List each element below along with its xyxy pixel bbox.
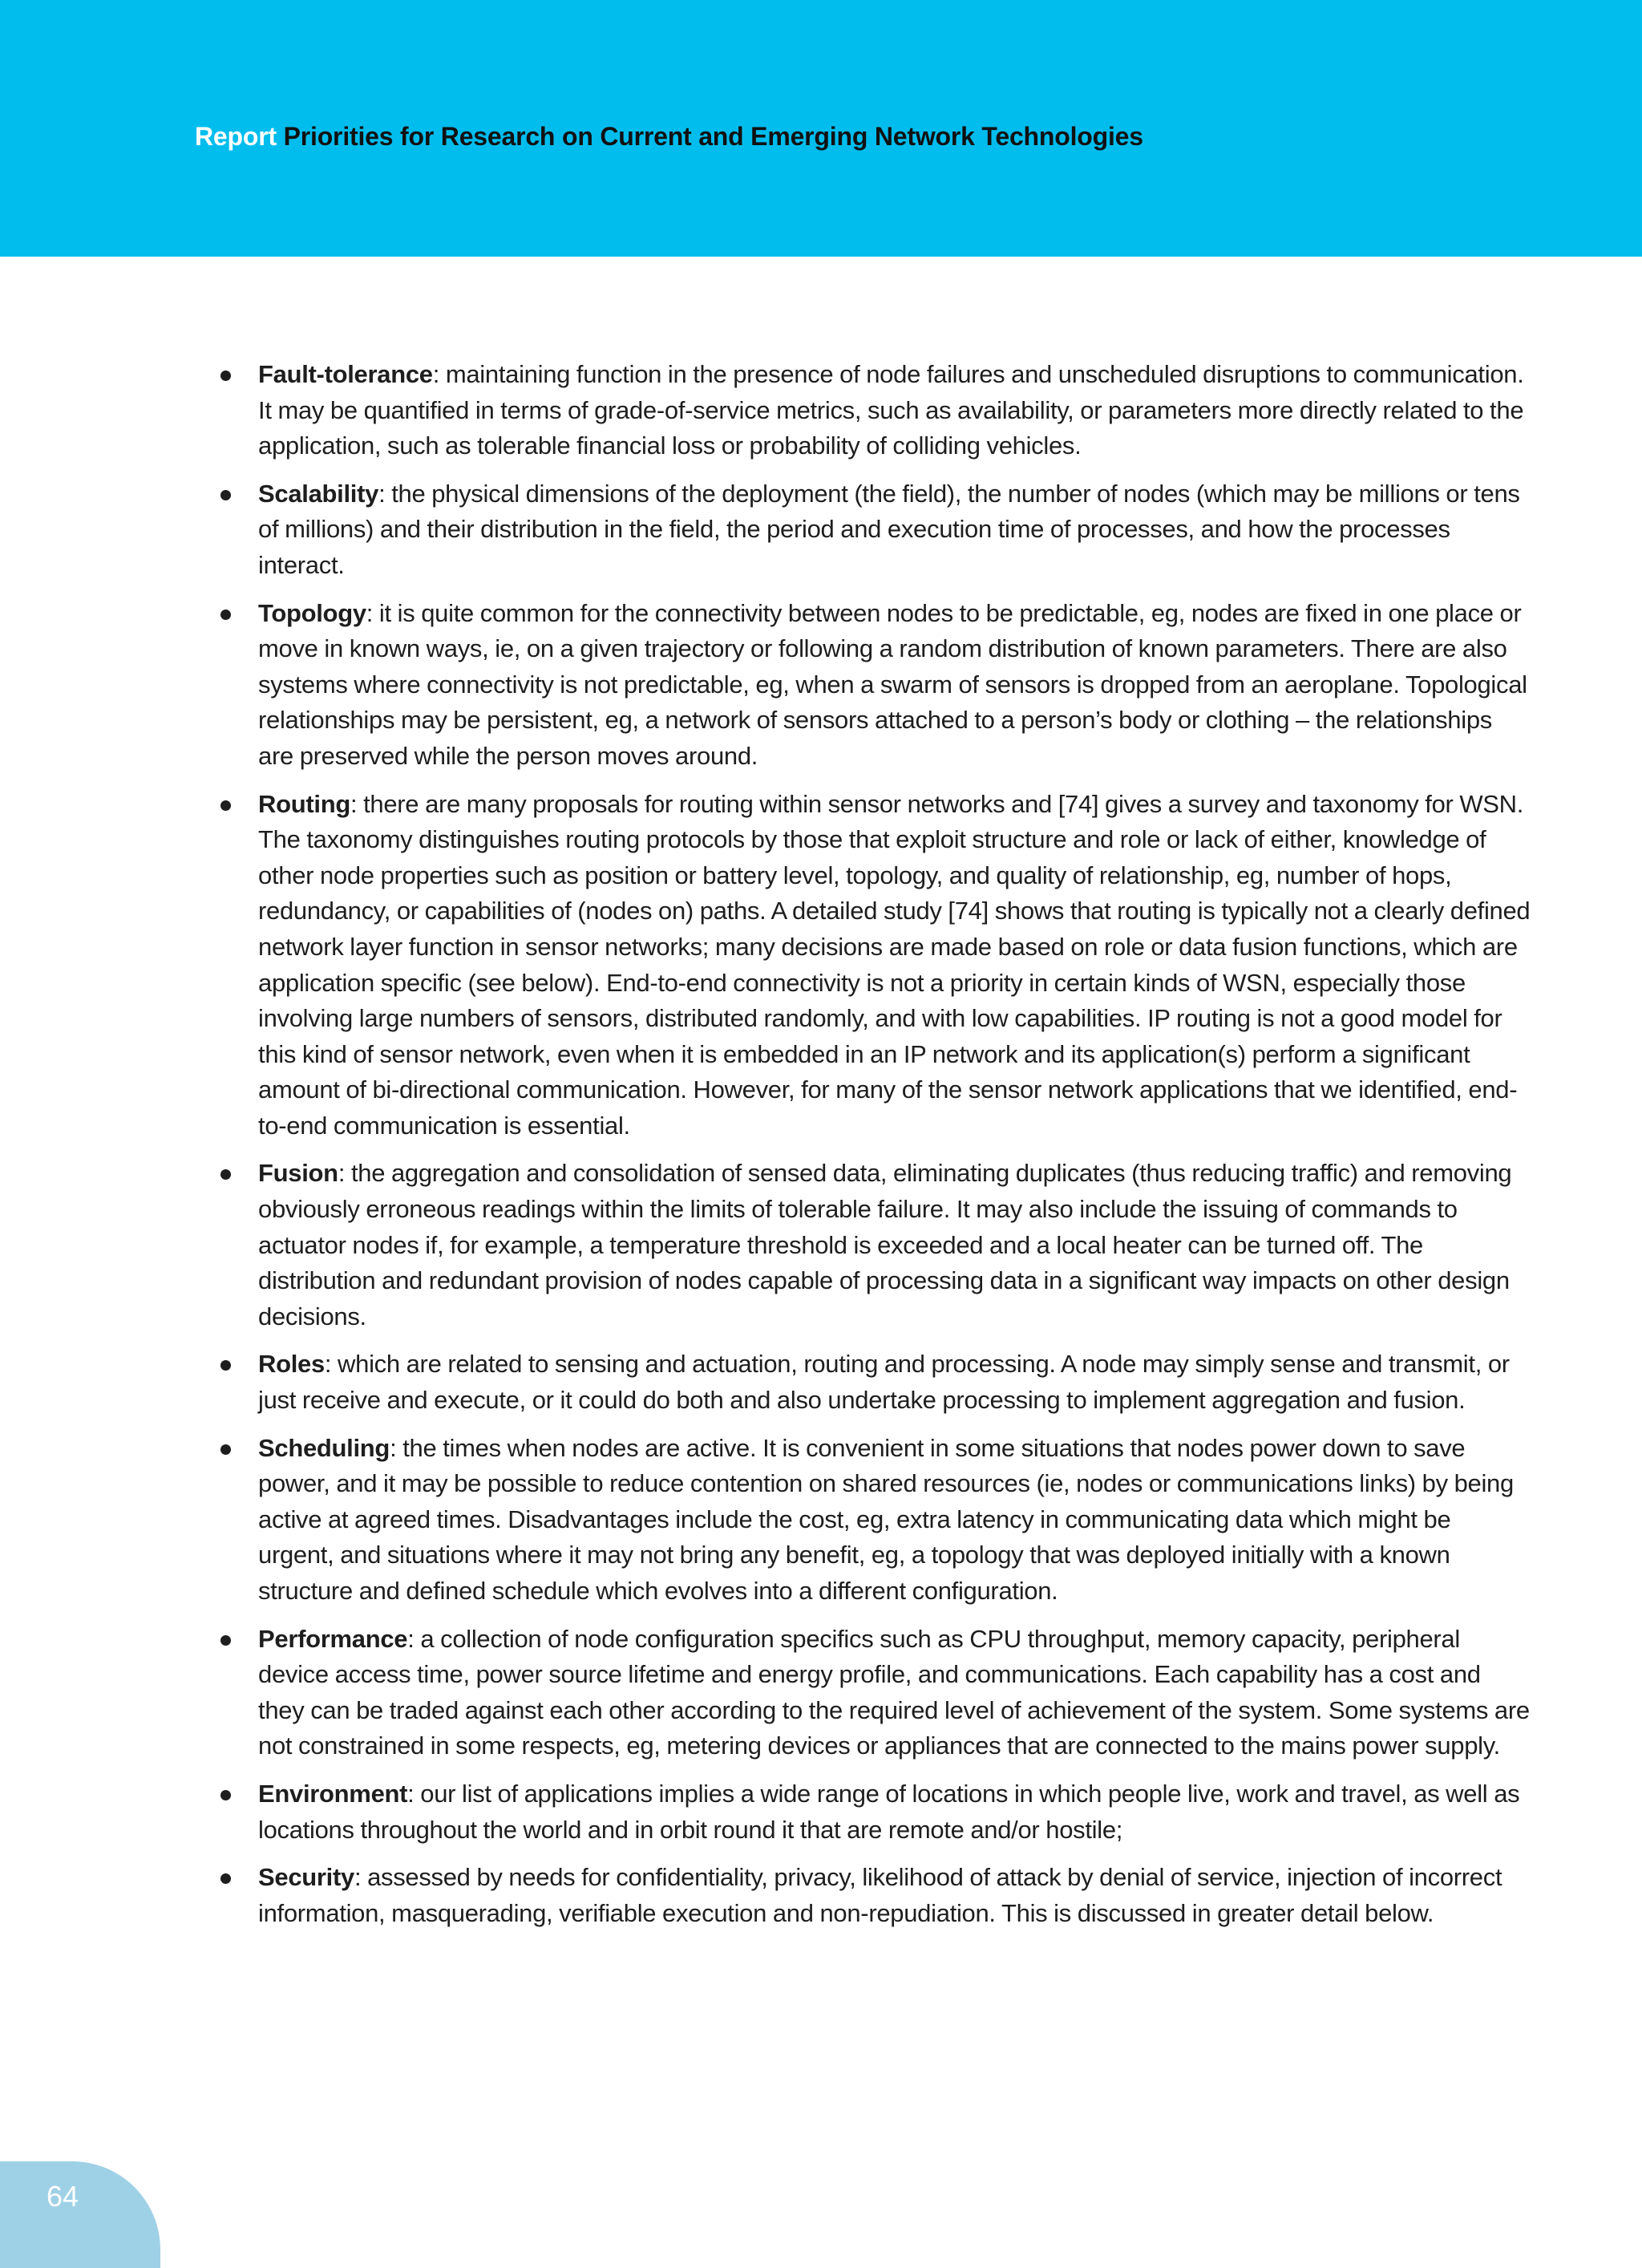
list-item bbox=[216, 1347, 1531, 1418]
bullet-icon bbox=[220, 490, 231, 500]
bullet-icon bbox=[220, 610, 231, 620]
list-item bbox=[216, 1431, 1531, 1610]
list-item bbox=[216, 1860, 1531, 1931]
item-text: : there are many proposals for routing within sensor networks and [74] gives a survey and taxonomy for WSN. The taxonomy distinguishes routing protocols by those that exploit structure and role or lack of either, knowledge of other node properties such as position or battery level, topology, and quality of relationship, eg, number of hops, redundancy, or capabilities of (nodes on) paths. A detailed study [74] shows that routing is typically not a clearly defined network layer function in sensor networks; many decisions are made based on role or data fusion functions, which are application specific (see below). End-to-end connectivity is not a priority in certain kinds of WSN, especially those involving large numbers of sensors, distributed randomly, and with low capabilities. IP routing is not a good model for this kind of sensor network, even when it is embedded in an IP network and its application(s) perform a significant amount of bi-directional communication. However, for many of the sensor network applications that we identified, end-to-end communication is essential. bbox=[258, 789, 1531, 1140]
item-text: : the times when nodes are active. It is convenient in some situations that nodes power down to save power, and it may be possible to reduce contention on shared resources (ie, nodes or communications links) by being active at agreed times. Disadvantages include the cost, eg, extra latency in communicating data which might be urgent, and situations where it may not bring any benefit, eg, a topology that was deployed initially with a known structure and defined schedule which evolves into a different configuration. bbox=[258, 1433, 1514, 1605]
bullet-icon bbox=[220, 1444, 231, 1455]
list-item bbox=[216, 1622, 1531, 1764]
bullet-icon bbox=[220, 800, 231, 811]
bullet-icon bbox=[220, 1790, 231, 1800]
requirements-list bbox=[216, 357, 1531, 1931]
item-term: Roles bbox=[258, 1350, 325, 1379]
list-item bbox=[216, 357, 1531, 464]
item-term: Fusion bbox=[258, 1159, 338, 1188]
item-term: Environment bbox=[258, 1779, 408, 1808]
page-number-tab bbox=[0, 2161, 160, 2268]
body-content bbox=[216, 357, 1531, 1943]
bullet-icon bbox=[220, 1360, 231, 1371]
list-item bbox=[216, 596, 1531, 775]
item-text: : it is quite common for the connectivity between nodes to be predictable, eg, nodes are fixed in one place or move in known ways, ie, on a given trajectory or following a random distribution of known parameters. There are also systems where connectivity is not predictable, eg, when a swarm of sensors is dropped from an aeroplane. Topological relationships may be persistent, eg, a network of sensors attached to a person’s body or clothing – the relationships are preserved while the person moves around. bbox=[258, 598, 1527, 770]
item-text: : the physical dimensions of the deployment (the field), the number of nodes (which may be millions or tens of millions) and their distribution in the field, the period and execution time of processes, and how the processes interact. bbox=[258, 479, 1520, 579]
page-number: 64 bbox=[47, 2180, 79, 2213]
list-item bbox=[216, 787, 1531, 1144]
item-text: : our list of applications implies a wide range of locations in which people live, work and travel, as well as locations throughout the world and in orbit round it that are remote and/or hostile; bbox=[258, 1779, 1520, 1844]
item-text: : the aggregation and consolidation of sensed data, eliminating duplicates (thus reducing traffic) and removing obviously erroneous readings within the limits of tolerable failure. It may also include the issuing of commands to actuator nodes if, for example, a temperature threshold is exceeded and a local heater can be turned off. The distribution and redundant provision of nodes capable of processing data in a significant way impacts on other design decisions. bbox=[258, 1159, 1512, 1330]
list-item bbox=[216, 1776, 1531, 1848]
header-title-text: Priorities for Research on Current and Emerging Network Technologies bbox=[283, 122, 1143, 151]
item-term: Scheduling bbox=[258, 1433, 390, 1462]
item-term: Security bbox=[258, 1863, 354, 1892]
item-term: Performance bbox=[258, 1624, 408, 1653]
item-text: : maintaining function in the presence of node failures and unscheduled disruptions to communication. It may be quantified in terms of grade-of-service metrics, such as availability, or parameters more directly related to the application, such as tolerable financial loss or probability of colliding vehicles. bbox=[258, 360, 1524, 460]
item-term: Topology bbox=[258, 598, 366, 627]
bullet-icon bbox=[220, 371, 231, 381]
bullet-icon bbox=[220, 1635, 231, 1646]
bullet-icon bbox=[220, 1169, 231, 1180]
list-item bbox=[216, 476, 1531, 584]
header-report-label: Report bbox=[195, 122, 277, 151]
item-term: Fault-tolerance bbox=[258, 360, 433, 388]
item-term: Scalability bbox=[258, 479, 379, 508]
item-text: : a collection of node configuration specifics such as CPU throughput, memory capacity, peripheral device access time, power source lifetime and energy profile, and communications. Each capability has a cost and they can be traded against each other according to the required level of achievement of the system. Some systems are not constrained in some respects, eg, metering devices or appliances that are connected to the mains power supply. bbox=[258, 1624, 1530, 1760]
item-text: : assessed by needs for confidentiality, privacy, likelihood of attack by denial of service, injection of incorrect information, masquerading, verifiable execution and non-repudiation. This is discussed in greater detail below. bbox=[258, 1863, 1502, 1927]
list-item bbox=[216, 1156, 1531, 1334]
bullet-icon bbox=[220, 1873, 231, 1884]
item-text: : which are related to sensing and actuation, routing and processing. A node may simply sense and transmit, or just receive and execute, or it could do both and also undertake processing to implement aggregation and fusion. bbox=[258, 1350, 1510, 1415]
running-header bbox=[195, 117, 1143, 156]
item-term: Routing bbox=[258, 789, 350, 818]
